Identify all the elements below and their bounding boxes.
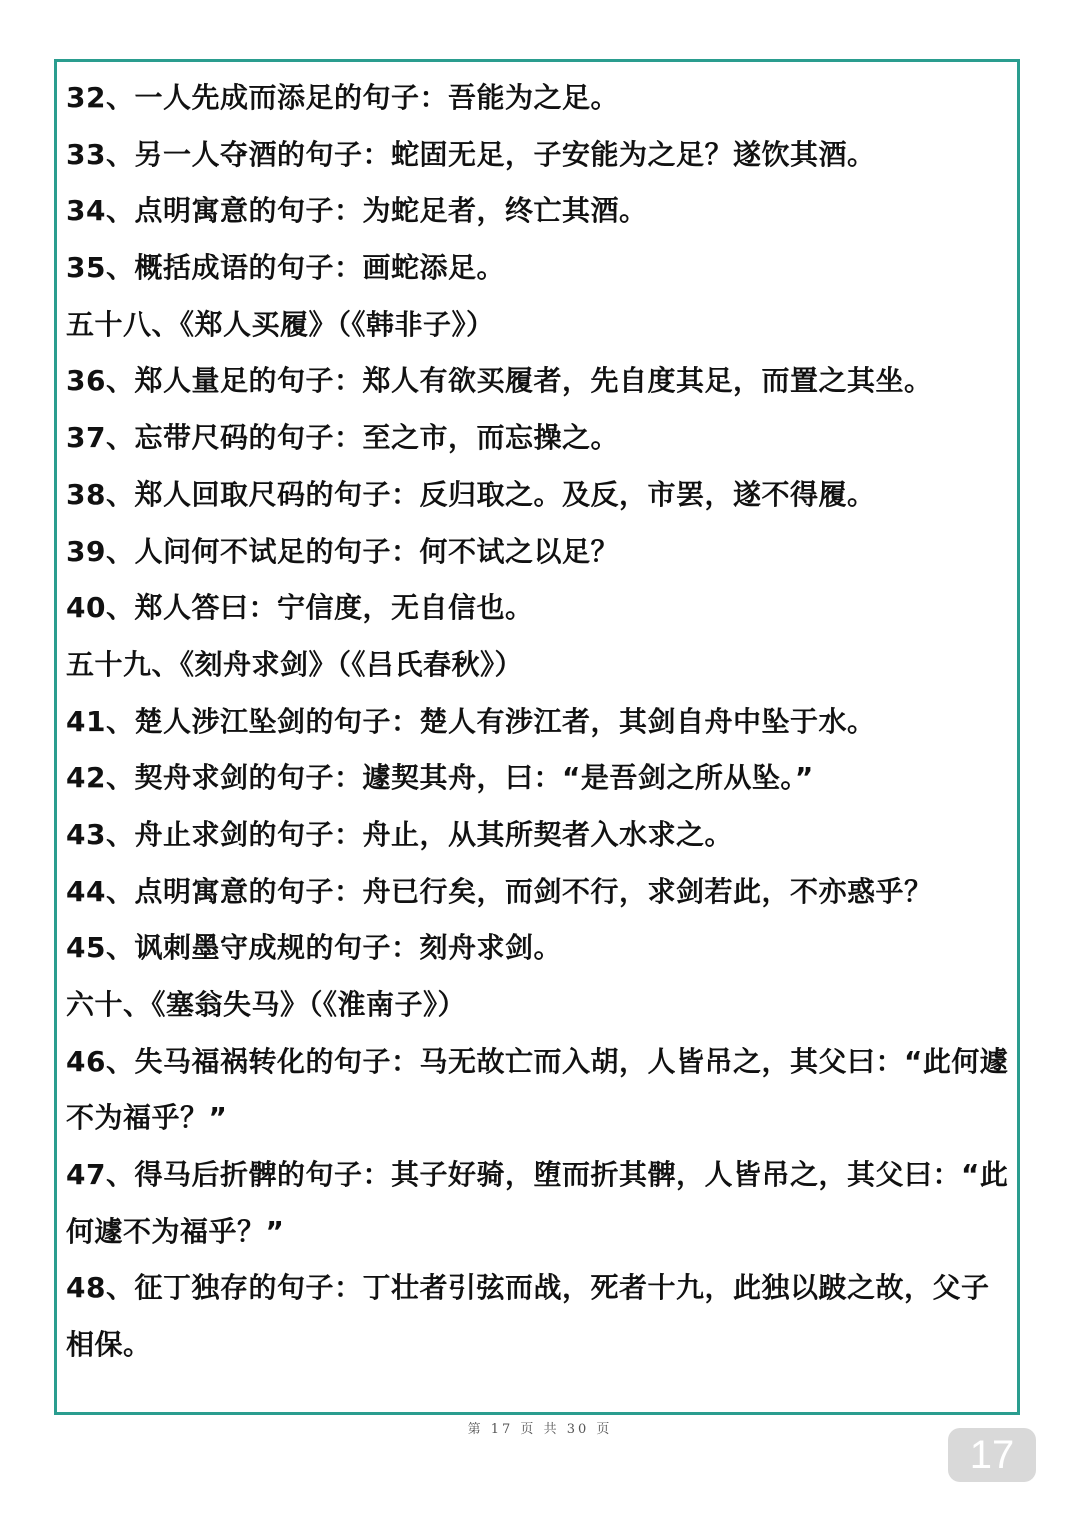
line-44: 44、点明寓意的句子：舟已行矣，而剑不行，求剑若此，不亦惑乎？: [66, 874, 933, 908]
section-heading-59: 五十九、《刻舟求剑》（《吕氏春秋》）: [66, 647, 524, 681]
section-heading-60: 六十、《塞翁失马》（《淮南子》）: [66, 988, 467, 1021]
line-37: 37、忘带尺码的句子：至之市，而忘操之。: [66, 421, 619, 455]
line-47-continued: 何遽不为福乎？”: [66, 1214, 285, 1248]
line-36: 36、郑人量足的句子：郑人有欲买履者，先自度其足，而置之其坐。: [66, 364, 933, 398]
line-47: 47、得马后折髀的句子：其子好骑，堕而折其髀，人皆吊之，其父曰：“此: [66, 1158, 1009, 1192]
line-46: 46、失马福祸转化的句子：马无故亡而入胡，人皆吊之，其父曰：“此何遽: [66, 1044, 1009, 1078]
line-43: 43、舟止求剑的句子：舟止，从其所契者入水求之。: [66, 817, 733, 851]
line-35: 35、概括成语的句子：画蛇添足。: [66, 251, 505, 285]
line-39: 39、人问何不试足的句子：何不试之以足？: [66, 534, 619, 568]
line-46-continued: 不为福乎？”: [66, 1101, 228, 1135]
line-32: 32、一人先成而添足的句子：吾能为之足。: [66, 81, 619, 114]
page-number-badge: 17: [948, 1428, 1036, 1482]
line-33: 33、另一人夺酒的句子：蛇固无足，子安能为之足？遂饮其酒。: [66, 137, 876, 171]
document-body: [66, 70, 1016, 1374]
line-42: 42、契舟求剑的句子：遽契其舟，曰：“是吾剑之所从坠。”: [66, 761, 814, 795]
line-40: 40、郑人答曰：宁信度，无自信也。: [66, 591, 534, 625]
line-48-continued: 相保。: [66, 1328, 152, 1362]
line-41: 41、楚人涉江坠剑的句子：楚人有涉江者，其剑自舟中坠于水。: [66, 704, 876, 738]
section-heading-58: 五十八、《郑人买履》（《韩非子》）: [66, 307, 495, 341]
line-34: 34、点明寓意的句子：为蛇足者，终亡其酒。: [66, 194, 648, 228]
page-footer: 第 17 页 共 30 页: [467, 1422, 613, 1437]
line-38: 38、郑人回取尺码的句子：反归取之。及反，市罢，遂不得履。: [66, 477, 876, 511]
line-45: 45、讽刺墨守成规的句子：刻舟求剑。: [66, 931, 562, 965]
line-48: 48、征丁独存的句子：丁壮者引弦而战，死者十九，此独以跛之故，父子: [66, 1271, 990, 1305]
